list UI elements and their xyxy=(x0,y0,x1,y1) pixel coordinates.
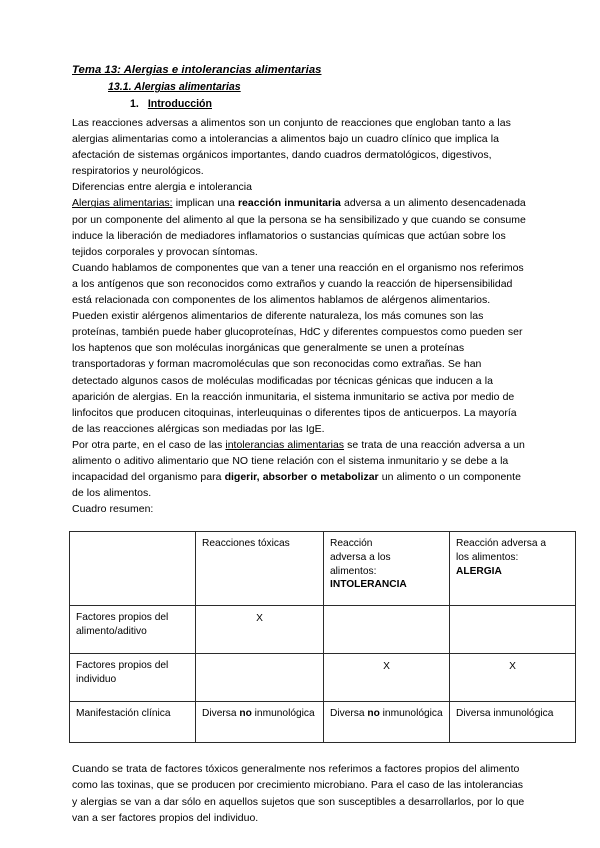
cell-food-allergy xyxy=(450,606,576,654)
table-row xyxy=(70,606,576,654)
paragraph-differences-line: Diferencias entre alergia e intolerancia xyxy=(72,181,252,194)
cell-food-intolerance xyxy=(324,606,450,654)
row-label-clinical-manifestation: Manifestación clínica xyxy=(70,702,196,743)
header-intolerance-line3: alimentos: xyxy=(330,565,377,577)
intolerance-text-part2: se trata de una reacción adversa a un alimento o aditivo alimentario que NO tiene relación con el sistema inmunitario y se debe a la incapacidad del organismo para xyxy=(72,438,525,484)
paragraph-allergies xyxy=(72,195,528,259)
cell-individual-intolerance: X xyxy=(324,654,450,702)
cell-clinical-allergy xyxy=(450,702,576,743)
clinical-allergy-post: inmunológica xyxy=(493,708,554,720)
intolerance-emphasis: digerir, absorber o metabolizar xyxy=(224,471,379,484)
paragraph-intro: Las reacciones adversas a alimentos son un conjunto de reacciones que engloban tanto a las alergias alimentarias como a intolerancias a alimentos bajo un cuadro clínico que implica la afectación de sistemas orgánicos importantes, dando cuadros dermatológicos, digestivos, respiratorios y neurológicos. xyxy=(72,117,511,178)
clinical-toxic-pre: Diversa xyxy=(202,708,240,720)
table-header-corner xyxy=(70,532,196,606)
header-intolerance-term: INTOLERANCIA xyxy=(330,579,407,591)
summary-table xyxy=(69,531,576,743)
row-label-food-factors: Factores propios del alimento/aditivo xyxy=(70,606,196,654)
summary-table-wrapper xyxy=(69,531,554,743)
intolerance-text-part1: Por otra parte, en el caso de las xyxy=(72,438,226,451)
table-header-intolerance xyxy=(324,532,450,606)
header-allergy-line1: Reacción adversa a xyxy=(456,538,547,550)
table-header-toxic: Reacciones tóxicas xyxy=(196,532,324,606)
allergies-label: Alergias alimentarias: xyxy=(72,197,173,210)
clinical-allergy-pre: Diversa xyxy=(456,708,494,720)
header-allergy-term: ALERGIA xyxy=(456,565,502,577)
cell-individual-allergy: X xyxy=(450,654,576,702)
subsection-number: 1. xyxy=(130,98,139,110)
paragraph-intolerance xyxy=(72,437,528,501)
clinical-toxic-post: inmunológica xyxy=(251,708,315,720)
clinical-intolerance-emphasis: no xyxy=(367,708,380,720)
table-header-allergy xyxy=(450,532,576,606)
row-label-individual-factors: Factores propios del individuo xyxy=(70,654,196,702)
subsection-label: Introducción xyxy=(147,98,212,110)
paragraph-antigens: Cuando hablamos de componentes que van a tener una reacción en el organismo nos referimos a los antígenos que son reconocidos como extraños y cuando la reacción de hipersensibilidad está relacionada con componentes de los alimentos hablamos de alérgenos alimentarios. Pueden existir alérgenos alimentarios de diferente naturaleza, los más comunes son las proteínas, también puede haber glucoproteínas, HdC y diferentes compuestos como pueden ser los haptenos que son moléculas inorgánicas que generalmente se unen a proteínas transportadoras y forman macromoléculas que son reconocidas como extrañas. Se han detectado algunos casos de moléculas modificadas por técnicas génicas que inducen a la aparición de alergias. En la reacción inmunitaria, el sistema inmunitario se activa por medio de linfocitos que producen citoquinas, interleuquinas o diferentes tipos de anticuerpos. La mayoría de las reacciones alérgicas son mediadas por las IgE. xyxy=(72,261,524,435)
allergies-emphasis: reacción inmunitaria xyxy=(237,197,341,210)
clinical-toxic-emphasis: no xyxy=(239,708,252,720)
allergies-text-part1: implican una xyxy=(172,197,238,210)
table-row xyxy=(70,702,576,743)
allergies-text-part2: adversa a un alimento desencadenada por un componente del alimento al que la persona se ha sensibilizado y que cuando se consume induce la liberación de mediadores inflamatorios o sustancias químicas que actúan sobre los tejidos corporales y provocan síntomas. xyxy=(72,197,526,258)
clinical-intolerance-pre: Diversa xyxy=(330,708,368,720)
section-subtitle: 13.1. Alergias alimentarias xyxy=(108,81,241,93)
cell-clinical-toxic xyxy=(196,702,324,743)
cell-clinical-intolerance xyxy=(324,702,450,743)
intolerance-text-part3: un alimento o un componente de los alimentos. xyxy=(72,471,521,500)
cell-food-toxic: X xyxy=(196,606,324,654)
subsection-heading xyxy=(72,96,528,112)
header-allergy-line2: los alimentos: xyxy=(456,551,519,563)
cell-individual-toxic xyxy=(196,654,324,702)
header-intolerance-line1: Reacción xyxy=(330,538,373,550)
clinical-intolerance-post: inmunológica xyxy=(379,708,443,720)
intolerance-term: intolerancias alimentarias xyxy=(225,438,345,451)
paragraph-closing: Cuando se trata de factores tóxicos generalmente nos referimos a factores propios del alimento como las toxinas, que se producen por crecimiento microbiano. Para el caso de las intolerancias y alergias se van a dar sólo en aquellos sujetos que son susceptibles a desarrollarlos, por lo que van a ser factores propios del individuo. xyxy=(72,763,525,824)
table-header-row xyxy=(70,532,576,606)
table-row xyxy=(70,654,576,702)
table-caption: Cuadro resumen: xyxy=(72,503,154,516)
page-title: Tema 13: Alergias e intolerancias alimentarias xyxy=(72,64,322,76)
header-intolerance-line2: adversa a los xyxy=(330,551,391,563)
